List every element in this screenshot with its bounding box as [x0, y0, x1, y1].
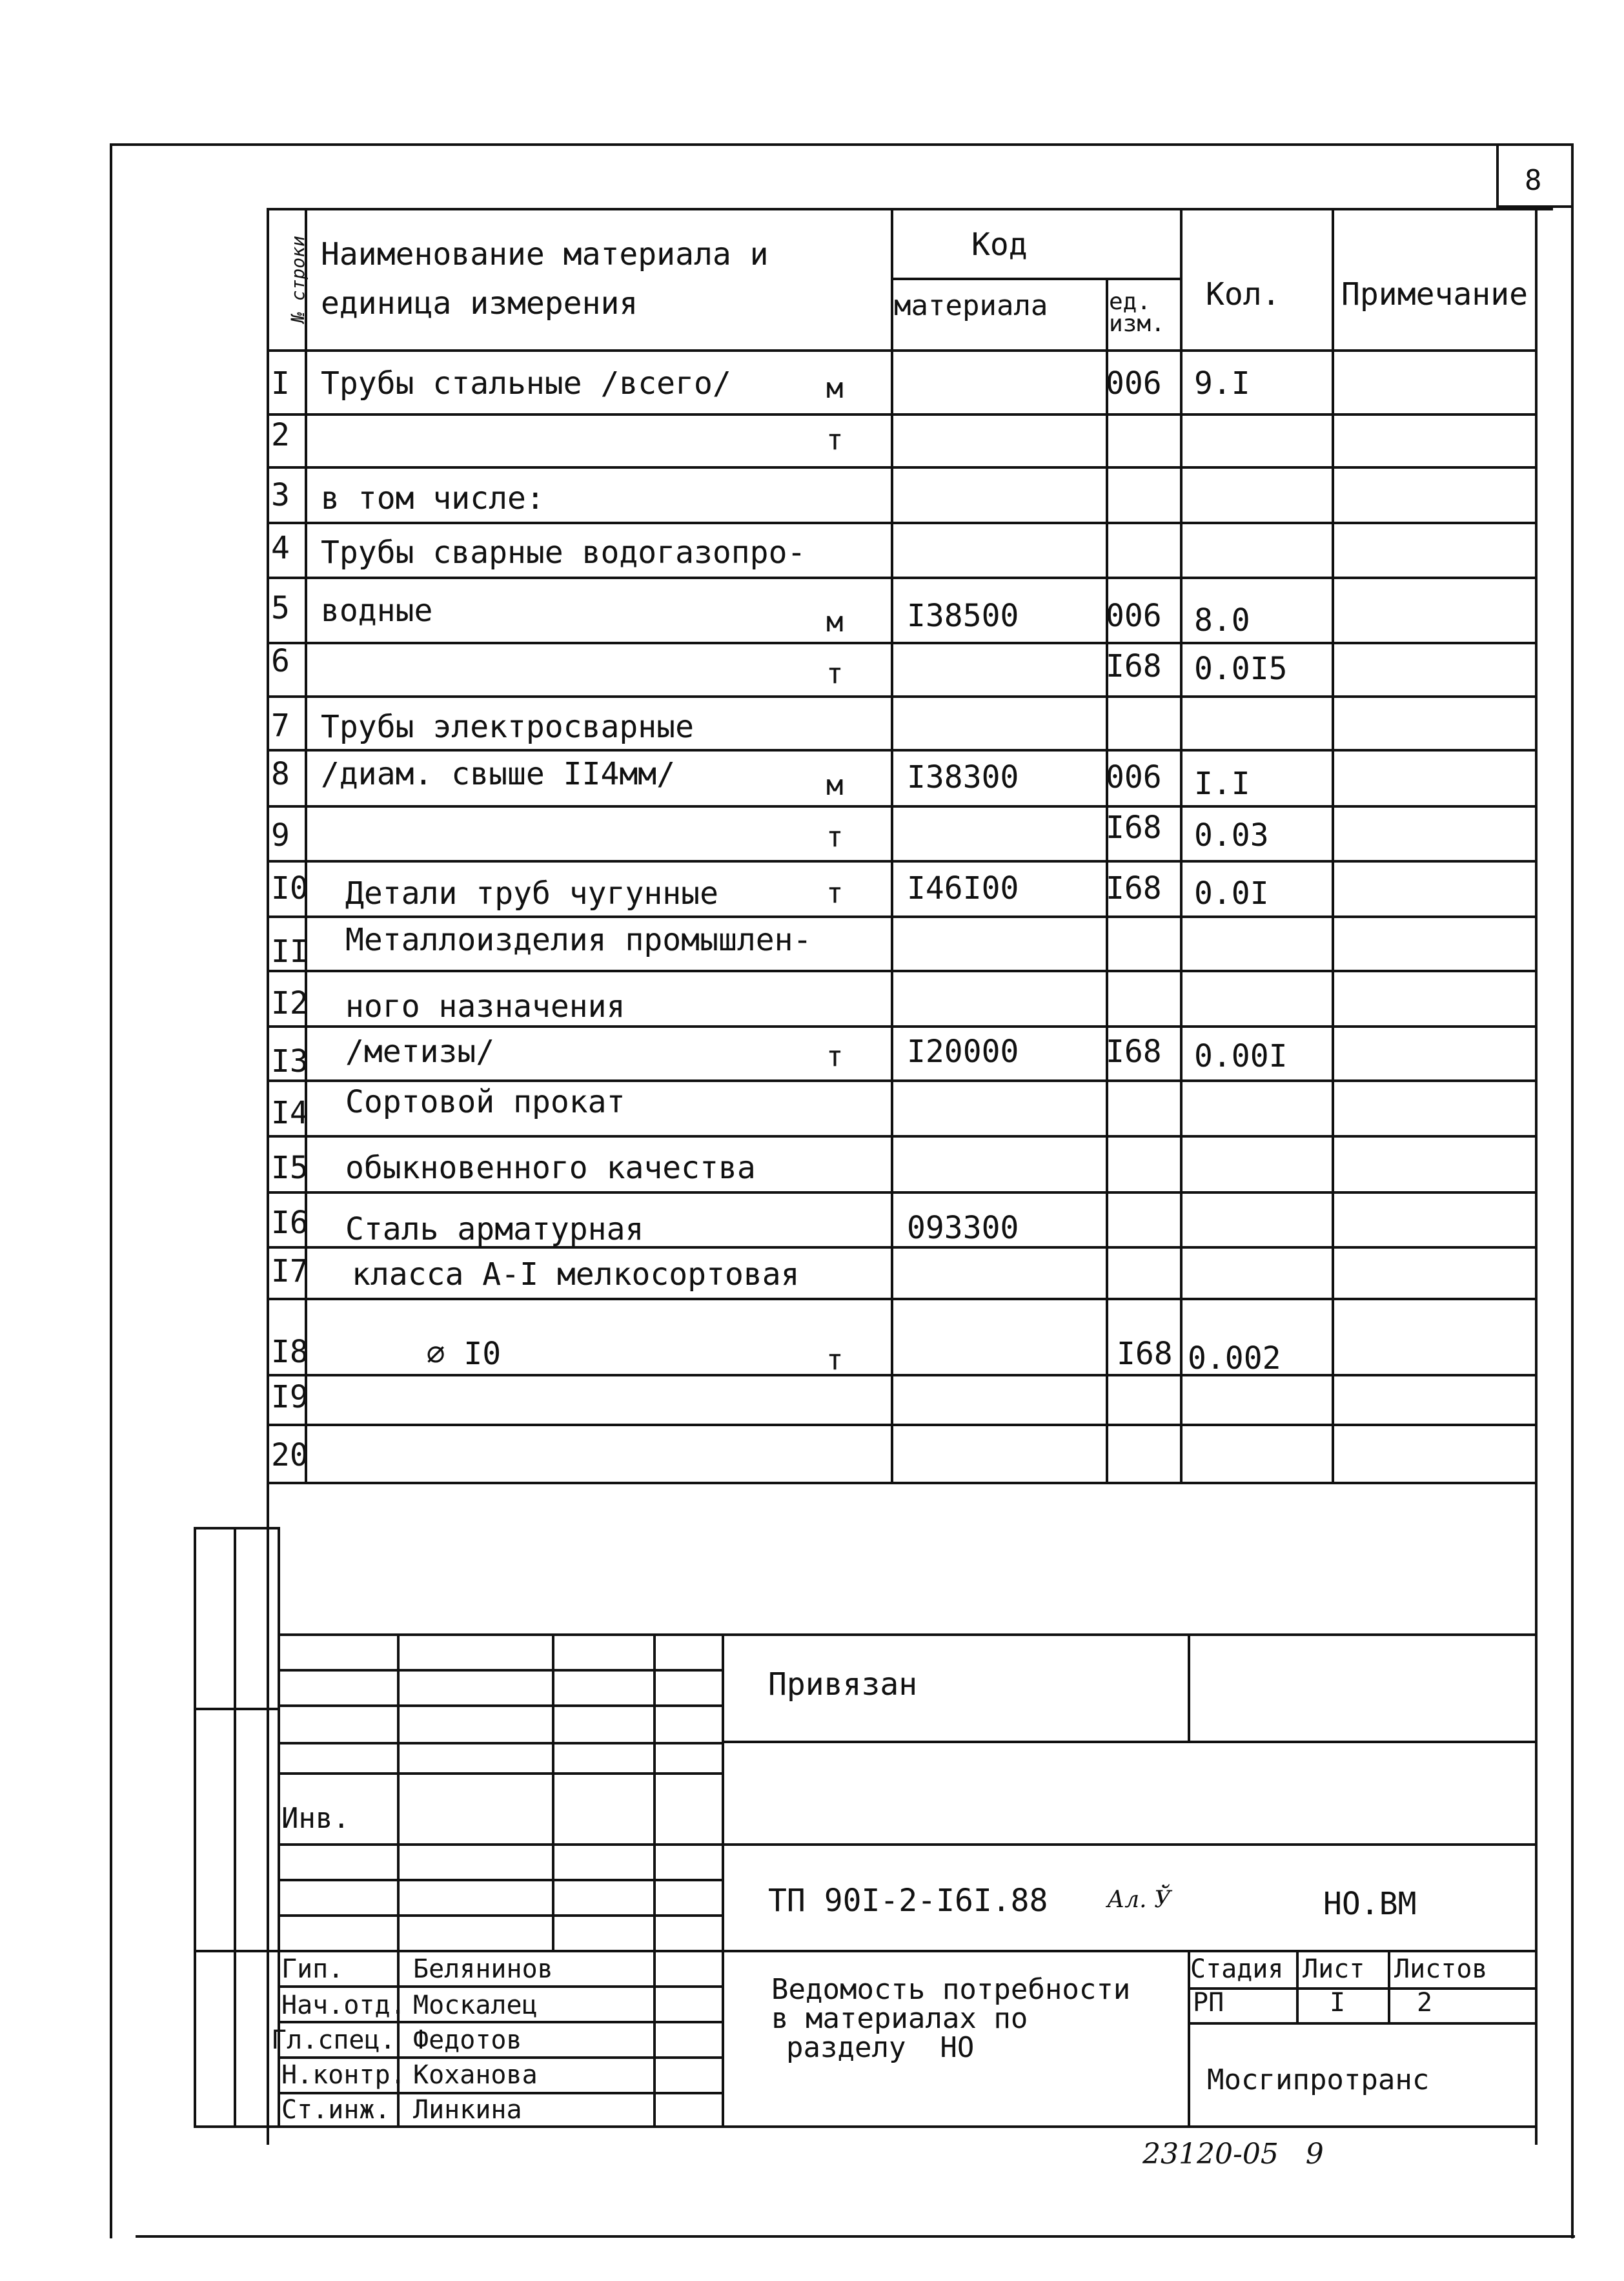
row-unit: т [826, 1040, 844, 1073]
stamp-stage-label: Стадия [1190, 1954, 1284, 1984]
row-unit: м [826, 769, 844, 802]
row-unit-code: 006 [1106, 759, 1162, 795]
row-number: 7 [271, 708, 290, 744]
row-line-18 [267, 1374, 1535, 1376]
sig-h2 [278, 1704, 722, 1707]
row-code: I20000 [907, 1034, 1019, 1070]
row-name: /метизы/ [345, 1034, 495, 1070]
row-name: класса А-I мелкосортовая [352, 1256, 800, 1293]
row-qty: 0.03 [1194, 817, 1269, 854]
row-code: I38300 [907, 759, 1019, 795]
stamp-inv: Инв. [281, 1802, 350, 1835]
sheet-bottom-line [136, 2235, 1575, 2238]
row-line-0 [267, 349, 1535, 352]
stamp-side-v2 [234, 1527, 236, 2127]
stamp-bottom-line [194, 2125, 1535, 2128]
stamp-sheet-label: Лист [1303, 1954, 1365, 1984]
row-number: I6 [271, 1205, 309, 1241]
row-unit: т [826, 1344, 844, 1376]
row-qty: 0.00I [1194, 1038, 1288, 1074]
stamp-org: Мосгипротранс [1207, 2063, 1430, 2096]
row-name: /диам. свыше II4мм/ [321, 756, 676, 792]
header-code-unit-2: изм. [1109, 311, 1165, 337]
table-top-line [267, 208, 1553, 210]
row-line-4 [267, 577, 1535, 579]
row-name: Детали труб чугунные [345, 875, 718, 912]
row-number: 6 [271, 643, 290, 679]
stamp-title-3: разделу НО [786, 2031, 975, 2064]
row-line-19 [267, 1424, 1535, 1426]
row-unit: т [826, 821, 844, 854]
sig-h4 [278, 1772, 722, 1775]
row-unit-code: 006 [1106, 598, 1162, 634]
col-line-1 [305, 208, 307, 1484]
row-qty: 0.0I [1194, 875, 1269, 912]
row-number: I4 [271, 1095, 309, 1131]
signature-name: Линкина [413, 2095, 522, 2125]
table-left-line [267, 208, 269, 2145]
header-name: Наименование материала и [321, 236, 769, 272]
row-unit-code: I68 [1106, 1034, 1162, 1070]
sig-h3 [278, 1742, 722, 1744]
sig-h9 [278, 2021, 722, 2023]
header-note: Примечание [1341, 276, 1528, 312]
stamp-al: Ал. Ў [1107, 1887, 1172, 1913]
stamp-cell-v1 [1296, 1950, 1299, 2022]
row-number: 9 [271, 817, 290, 854]
stamp-line-e [1188, 1987, 1535, 1990]
stamp-stage: РП [1193, 1988, 1224, 2018]
row-number: I5 [271, 1150, 309, 1186]
row-name: обыкновенного качества [345, 1150, 756, 1186]
col-line-2 [891, 208, 893, 1484]
signature-name: Коханова [413, 2060, 538, 2090]
row-unit: т [826, 424, 844, 456]
row-line-5 [267, 642, 1535, 644]
signature-role: Нач.отд. [281, 1990, 406, 2020]
table-body-bottom [267, 1482, 1535, 1484]
stamp-side-v1 [194, 1527, 196, 2127]
row-unit-code: I68 [1106, 648, 1162, 684]
stamp-privyazan: Привязан [768, 1666, 918, 1703]
row-name: ного назначения [345, 988, 625, 1025]
stamp-mid-v [722, 1633, 724, 2125]
col-line-5 [1332, 208, 1334, 1484]
row-code: I38500 [907, 598, 1019, 634]
code-split-line [891, 278, 1180, 280]
row-unit-code: I68 [1106, 810, 1162, 846]
row-unit: т [826, 657, 844, 690]
row-number: I8 [271, 1334, 309, 1370]
row-number: I [271, 365, 290, 402]
header-row-no: № строки [287, 236, 309, 323]
stamp-side-h2 [194, 1950, 278, 1952]
sig-v2 [552, 1633, 554, 1950]
header-code-material: материала [894, 289, 1048, 322]
signature-name: Москалец [413, 1990, 538, 2020]
row-name: Металлоизделия промышлен- [345, 922, 812, 958]
row-name: Трубы электросварные [321, 709, 694, 745]
row-line-11 [267, 970, 1535, 972]
row-name: Сортовой прокат [345, 1084, 625, 1120]
row-line-2 [267, 466, 1535, 469]
row-line-10 [267, 915, 1535, 918]
signature-role: Ст.инж. [281, 2095, 391, 2125]
stamp-title-2: в материалах по [771, 2002, 1028, 2035]
stamp-line-c [722, 1843, 1535, 1846]
row-qty: 9.I [1194, 365, 1250, 402]
row-number: 3 [271, 477, 290, 513]
table-right-line [1535, 208, 1538, 2145]
signature-role: Гип. [281, 1954, 344, 1984]
header-qty: Кол. [1206, 276, 1281, 312]
sheet-left-line [110, 143, 112, 2238]
stamp-right-v [1188, 1633, 1190, 1741]
row-unit: т [826, 877, 844, 910]
row-line-13 [267, 1079, 1535, 1082]
row-name: в том числе: [321, 480, 545, 517]
stamp-line-f [1188, 2022, 1535, 2025]
row-code: I46I00 [907, 870, 1019, 906]
header-code: Код [971, 227, 1028, 263]
header-name-2: единица измерения [321, 285, 638, 322]
row-number: 5 [271, 590, 290, 626]
signature-name: Федотов [413, 2025, 522, 2055]
row-number: I0 [271, 870, 309, 906]
row-number: 8 [271, 756, 290, 792]
sig-h1 [278, 1669, 722, 1672]
stamp-sheets: 2 [1417, 1988, 1433, 2018]
stamp-sheets-label: Листов [1394, 1954, 1488, 1984]
row-number: I7 [271, 1253, 309, 1289]
row-number: II [271, 934, 309, 970]
row-qty: 0.002 [1188, 1340, 1281, 1376]
row-line-6 [267, 695, 1535, 698]
row-name: Трубы сварные водогазопро- [321, 535, 806, 571]
sheet-number: 8 [1525, 164, 1542, 197]
row-line-12 [267, 1025, 1535, 1028]
row-number: I2 [271, 985, 309, 1021]
row-qty: 0.0I5 [1194, 651, 1288, 687]
stamp-cell-v2 [1388, 1950, 1390, 2022]
sig-h7 [278, 1914, 722, 1917]
row-number: I9 [271, 1379, 309, 1415]
stamp-line-d [278, 1950, 1535, 1952]
row-qty: 8.0 [1194, 602, 1250, 639]
sig-h8 [278, 1985, 722, 1988]
stamp-side-h1 [194, 1708, 278, 1710]
signature-role: Гл.спец. [271, 2025, 396, 2055]
sheet-right-line [1571, 143, 1574, 2238]
row-name: водные [321, 593, 433, 629]
sig-h6 [278, 1879, 722, 1881]
sig-h5 [278, 1843, 722, 1846]
stamp-line-a [278, 1633, 1535, 1636]
row-unit: м [826, 606, 844, 639]
row-number: 2 [271, 417, 290, 453]
row-code: 093300 [907, 1210, 1019, 1246]
signature-role: Н.контр. [281, 2060, 406, 2090]
sig-h10 [278, 2056, 722, 2059]
row-unit: м [826, 372, 844, 405]
stamp-line-b [722, 1741, 1535, 1743]
sig-h11 [278, 2092, 722, 2094]
row-unit-code: 006 [1106, 365, 1162, 402]
row-line-1 [267, 413, 1535, 416]
stamp-sheet: I [1330, 1988, 1346, 2018]
row-line-8 [267, 805, 1535, 808]
row-name: Сталь арматурная [345, 1211, 644, 1247]
header-code-unit-1: ед. [1109, 289, 1152, 315]
col-line-4 [1180, 208, 1182, 1484]
row-line-15 [267, 1191, 1535, 1194]
row-unit-code: I68 [1117, 1336, 1173, 1372]
stamp-designation: ТП 90I-2-I6I.88 [768, 1883, 1048, 1919]
row-unit-code: I68 [1106, 870, 1162, 906]
footer-handwritten-number: 23120-05 9 [1142, 2138, 1324, 2171]
row-line-17 [267, 1298, 1535, 1300]
row-line-3 [267, 522, 1535, 524]
stamp-section: НО.ВМ [1323, 1886, 1417, 1922]
row-name: ∅ I0 [352, 1336, 502, 1372]
row-name: Трубы стальные /всего/ [321, 365, 731, 402]
row-line-9 [267, 860, 1535, 863]
signature-name: Белянинов [413, 1954, 553, 1984]
row-number: 20 [271, 1437, 309, 1473]
sheet-top-line [110, 143, 1574, 146]
row-line-14 [267, 1135, 1535, 1138]
stamp-title-1: Ведомость потребности [771, 1973, 1131, 2006]
row-number: 4 [271, 530, 290, 566]
row-line-7 [267, 749, 1535, 752]
row-number: I3 [271, 1043, 309, 1079]
row-qty: I.I [1194, 766, 1250, 802]
